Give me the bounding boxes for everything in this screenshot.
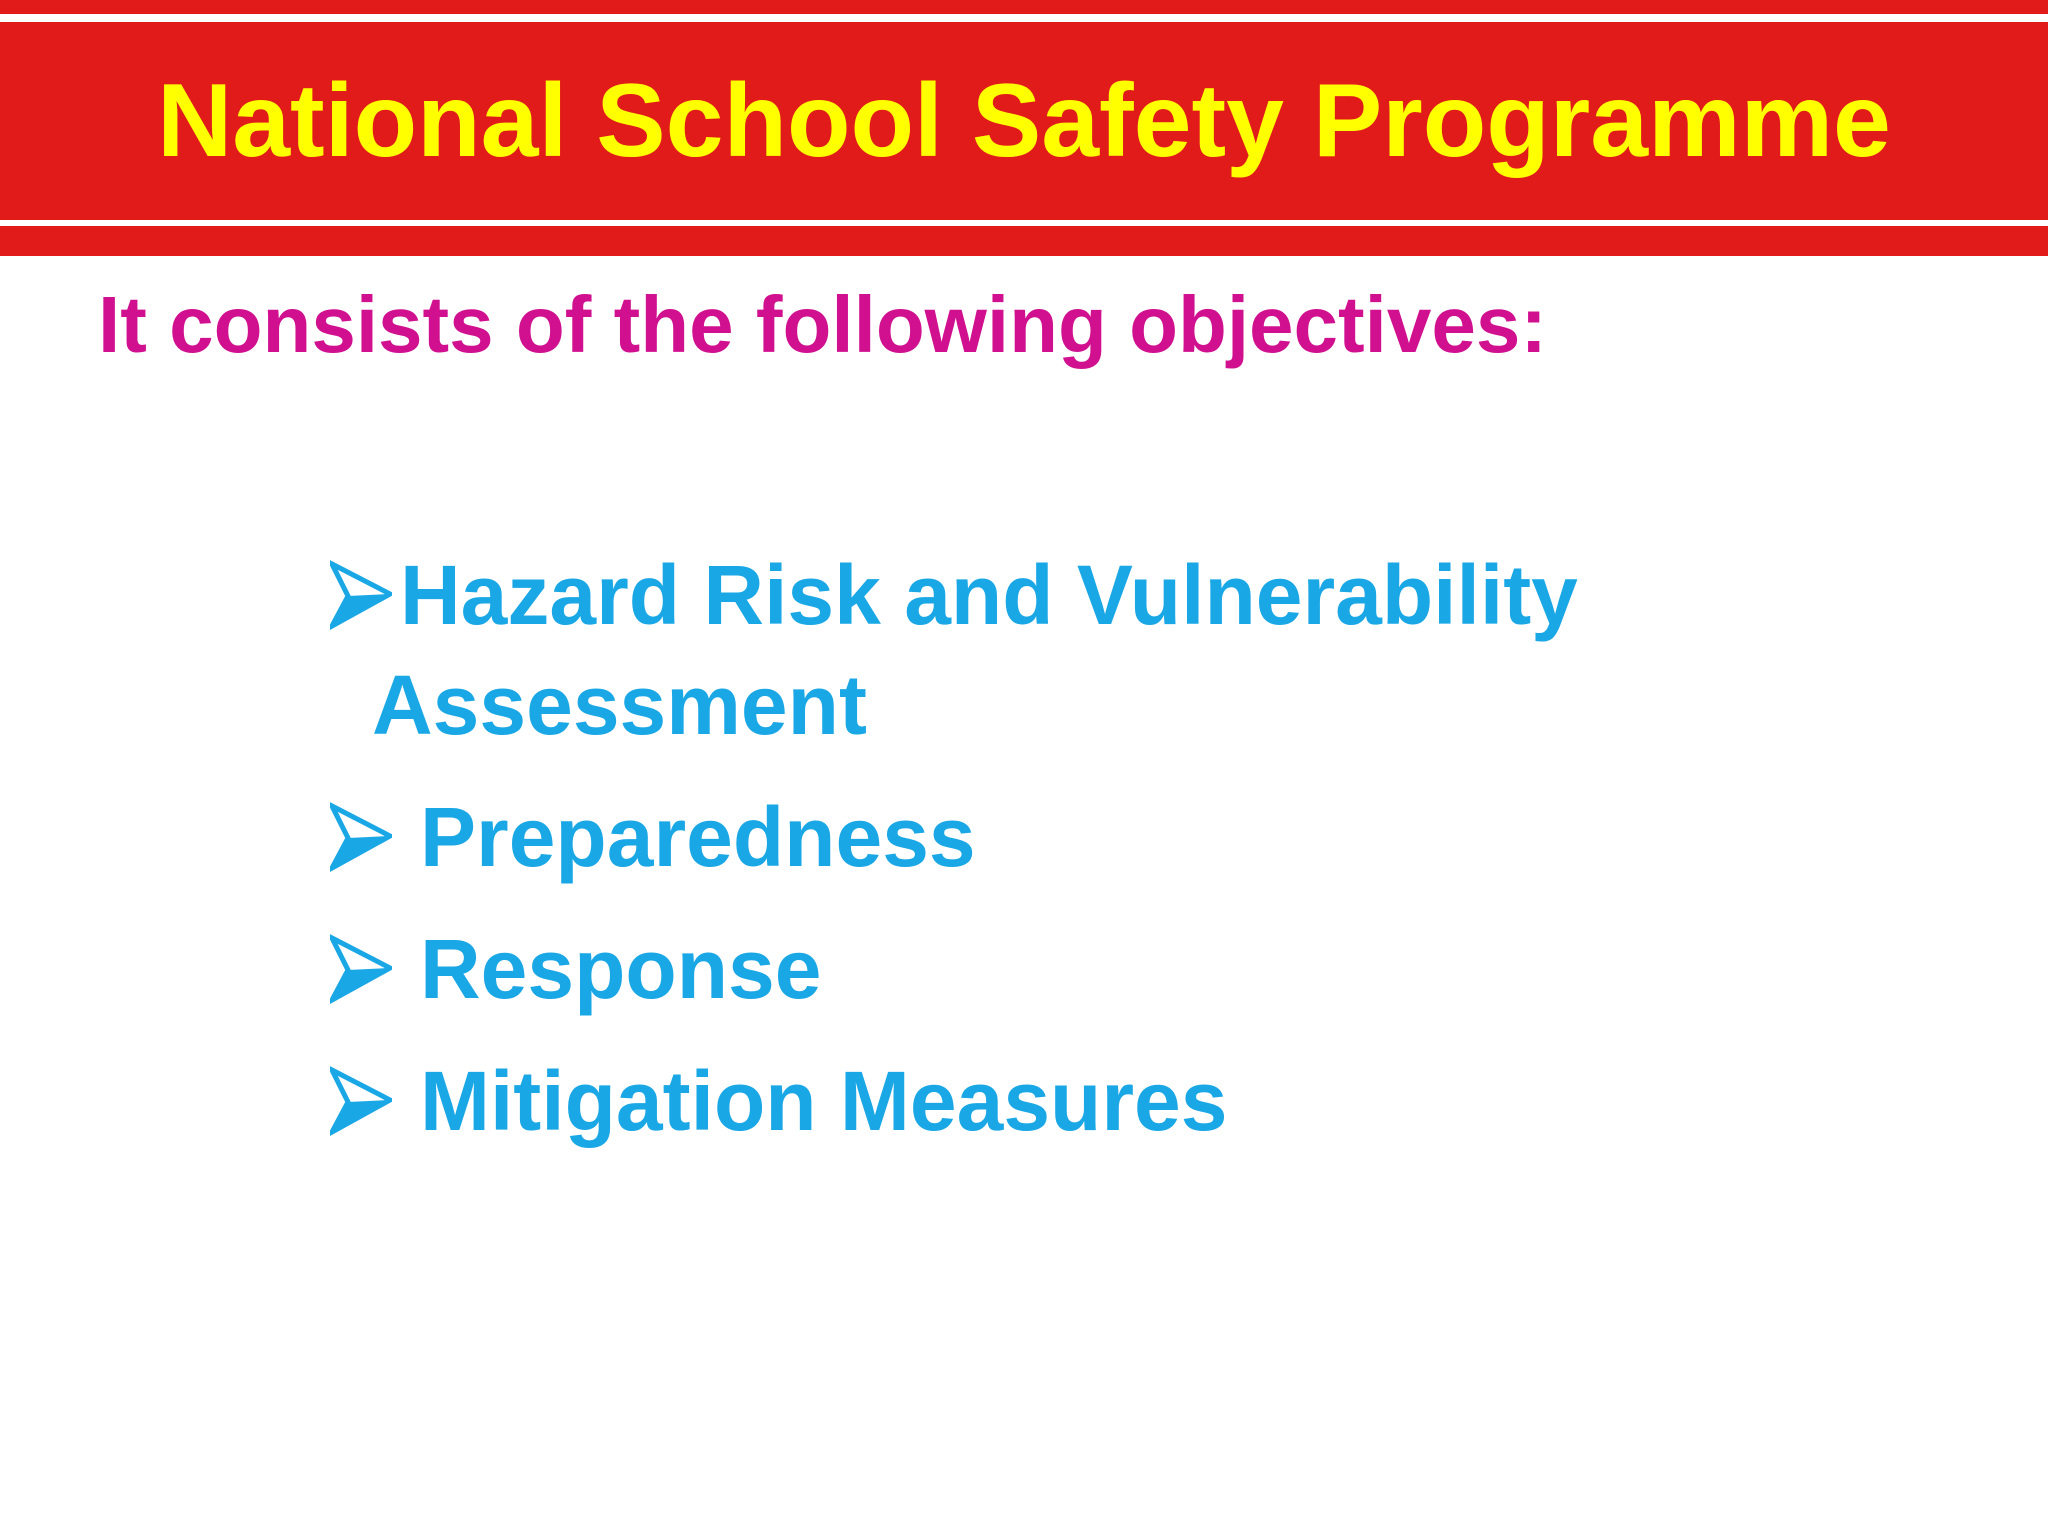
objective-label-line2: Assessment [372, 658, 867, 752]
objective-label: Preparedness [420, 790, 976, 884]
objectives-list [330, 540, 1730, 1178]
list-item [330, 540, 1730, 760]
list-item [330, 914, 1730, 1024]
objective-label: Mitigation Measures [420, 1054, 1228, 1148]
arrowhead-icon [330, 1046, 400, 1156]
header-bottom-stripe [0, 226, 2048, 256]
header-top-stripe [0, 0, 2048, 14]
list-item [330, 1046, 1730, 1156]
arrowhead-icon [330, 540, 400, 650]
arrowhead-icon [330, 782, 400, 892]
slide-subtitle: It consists of the following objectives: [98, 280, 1548, 369]
slide-title: National School Safety Programme [157, 63, 1891, 179]
list-item [330, 782, 1730, 892]
objective-label [372, 540, 1578, 760]
objective-label-line1: Hazard Risk and Vulnerability [400, 548, 1578, 642]
objective-label: Response [420, 922, 822, 1016]
arrowhead-icon [330, 914, 400, 1024]
